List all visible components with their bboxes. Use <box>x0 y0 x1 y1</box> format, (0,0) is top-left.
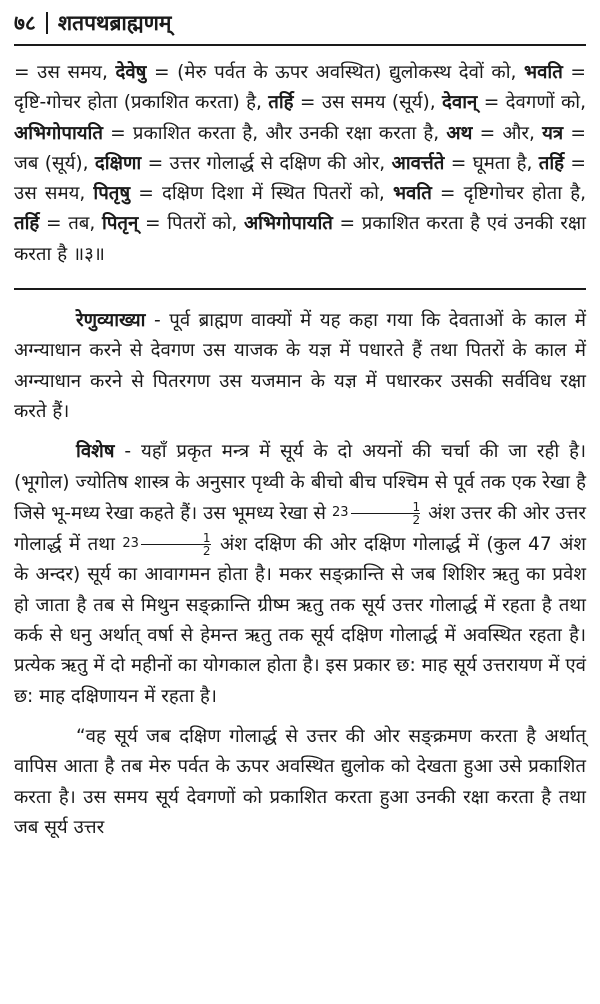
glossary-meaning: = दक्षिण दिशा में स्थित पितरों को, <box>130 183 393 205</box>
glossary-meaning: = प्रकाशित करता है, और उनकी रक्षा करता है, <box>102 122 447 144</box>
vishesh-paragraph <box>14 437 586 712</box>
glossary-meaning: = देवगणों को, <box>477 92 586 114</box>
page-header <box>14 0 586 42</box>
vishesh-text-3: अंश दक्षिण की ओर दक्षिण गोलार्द्ध में (कुल 47 अंश के अन्दर) सूर्य का आवागमन होता है। मकर सङ्क्रान्ति से जब शिशिर ऋतु का प्रवेश हो जाता है तब से मिथुन सङ्क्रान्ति ग्रीष्म ऋतु तक सूर्य उत्तर गोलार्द्ध में रहता है तथा कर्क से धनु अर्थात् वर्षा से हेमन्त ऋतु तक सूर्य दक्षिण गोलार्द्ध में अवस्थित रहता है। प्रत्येक ऋतु में दो महीनों का योगकाल होता है। इस प्रकार छ: माह सूर्य उत्तरायण में एवं छ: माह दक्षिणायन में रहता है। <box>14 534 587 707</box>
glossary-term: दक्षिणा <box>94 152 142 174</box>
glossary-meaning: = दृष्टिगोचर होता है, <box>431 183 586 205</box>
glossary-meaning: = पितरों को, <box>138 213 244 235</box>
glossary-meaning: = घूमता है, <box>444 152 539 174</box>
glossary-term: अथ <box>446 122 473 144</box>
glossary-meaning: = प्रकाशित करता है एवं उनकी रक्षा करता है ॥३॥ <box>14 213 587 265</box>
renu-vyakhya-paragraph <box>14 306 586 427</box>
glossary-term: आवर्त्तते <box>391 152 445 174</box>
renu-vyakhya-text: - पूर्व ब्राह्मण वाक्यों में यह कहा गया कि देवताओं के काल में अग्न्याधान करने से देवगण उस याजक के यज्ञ में पधारते हैं तथा पितरों के काल में अग्न्याधान करने से पितरगण उस यजमान के यज्ञ में पधारकर उसकी सर्वविध रक्षा करते हैं। <box>14 310 586 422</box>
glossary-term: अभिगोपायति <box>243 213 333 235</box>
glossary-term: तर्हि <box>538 152 565 174</box>
glossary-term: पितृषु <box>93 183 131 205</box>
page-number: ७८ <box>14 11 36 35</box>
glossary-meaning: = (मेरु पर्वत के ऊपर अवस्थित) द्युलोकस्थ देवों को, <box>146 62 524 83</box>
glossary-meaning: = दृष्टि-गोचर होता (प्रकाशित करता) है, <box>14 62 586 114</box>
glossary-term: तर्हि <box>268 92 294 114</box>
glossary-term: पितृन् <box>102 213 139 235</box>
header-divider <box>46 12 48 34</box>
vishesh-text-1: - यहाँ प्रकृत मन्त्र में सूर्य के दो अयनों की चर्चा की जा रही है। (भूगोल) ज्योतिष शास्त्र के अनुसार पृथ्वी के बीचो बीच पश्चिम से पूर्व तक एक रेखा है जिसे भू-मध्य रेखा कहते हैं। उस भूमध्य रेखा से <box>14 441 586 524</box>
glossary-meaning: = तब, <box>39 213 102 235</box>
glossary-term: देवान् <box>442 92 478 114</box>
vishesh-text-2: अंश उत्तर की ओर उत्तर गोलार्द्ध में तथा <box>14 502 586 556</box>
fraction-23-half: 23 $\frac{1}{2}$ <box>122 531 211 559</box>
glossary-term: भवति <box>392 183 432 205</box>
quote-paragraph: “वह सूर्य जब दक्षिण गोलार्द्ध से उत्तर की ओर सङ्क्रमण करता है अर्थात् वापिस आता है तब मेरु पर्वत के ऊपर अवस्थित द्युलोक को देखता हुआ उसे प्रकाशित करता है। उस समय सूर्य देवगणों को प्रकाशित करता हुआ उनकी रक्षा करता है तथा जब सूर्य उत्तर <box>14 725 586 838</box>
glossary-meaning: = उत्तर गोलार्द्ध से दक्षिण की ओर, <box>141 152 392 174</box>
vishesh-label: विशेष <box>76 441 115 463</box>
glossary-term: यत्र <box>542 122 564 144</box>
header-rule <box>14 44 586 46</box>
renu-vyakhya-label: रेणुव्याख्या <box>76 310 146 332</box>
glossary-meaning: = उस समय, <box>14 152 586 205</box>
glossary-meaning: = और, <box>472 122 543 144</box>
glossary-meaning: = उस समय (सूर्य), <box>293 92 442 114</box>
word-meaning-paragraph <box>14 58 586 270</box>
book-title: शतपथब्राह्मणम् <box>57 11 172 35</box>
glossary-term: भवति <box>524 62 563 83</box>
glossary-term: देवेषु <box>115 62 147 83</box>
glossary-term: तर्हि <box>14 213 40 235</box>
section-divider <box>14 288 586 290</box>
glossary-term: अभिगोपायति <box>14 122 103 144</box>
glossary-meaning: = उस समय, <box>14 62 116 83</box>
glossary-meaning: = जब (सूर्य), <box>14 122 586 174</box>
fraction-23-half: 23 $\frac{1}{2}$ <box>332 499 421 527</box>
